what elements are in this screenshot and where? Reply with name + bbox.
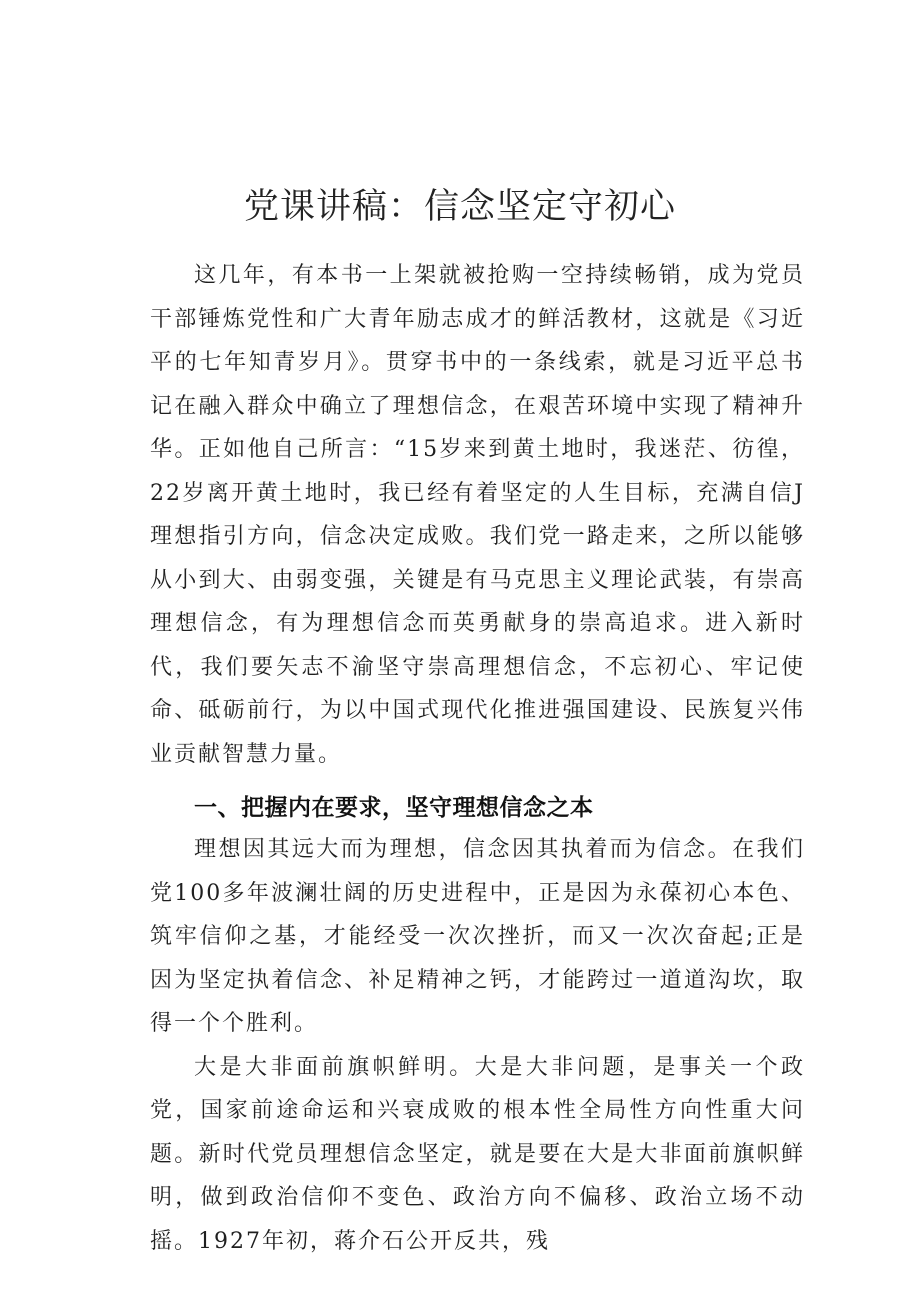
section-heading: 一、把握内在要求，坚守理想信念之本 [194, 795, 594, 821]
spacer [150, 776, 805, 780]
section-paragraph: 理想因其远大而为理想，信念因其执着而为信念。在我们党100多年波澜壮阔的历史进程中，正是因为永葆初心本色、筑牢信仰之基，才能经受一次次挫折，而又一次次奋起;正是因为坚定执着信念、补足精神之钙，才能跨过一道道沟坎，取得一个个胜利。 [150, 837, 805, 1036]
intro-paragraph: 这几年，有本书一上架就被抢购一空持续畅销，成为党员干部锤炼党性和广大青年励志成才的鲜活教材，这就是《习近平的七年知青岁月》。贯穿书中的一条线索，就是习近平总书记在融入群众中确立了理想信念，在艰苦环境中实现了精神升华。正如他自己所言：“15岁来到黄土地时，我迷茫、彷徨，22岁离开黄土地时，我已经有着坚定的人生目标，充满自信J理想指引方向，信念决定成败。我们党一路走来，之所以能够从小到大、由弱变强，关键是有马克思主义理论武装，有崇高理想信念，有为理想信念而英勇献身的崇高追求。进入新时代，我们要矢志不渝坚守崇高理想信念，不忘初心、牢记使命、砥砺前行，为以中国式现代化推进强国建设、民族复兴伟业贡献智慧力量。 [150, 263, 805, 767]
document-title: 党课讲稿：信念坚定守初心 [243, 187, 676, 228]
document-body [150, 254, 805, 1263]
section-paragraph: 大是大非面前旗帜鲜明。大是大非问题，是事关一个政党，国家前途命运和兴衰成败的根本性全局性方向性重大问题。新时代党员理想信念坚定，就是要在大是大非面前旗帜鲜明，做到政治信仰不变色、政治方向不偏移、政治立场不动摇。1927年初，蒋介石公开反共，残 [150, 1054, 805, 1254]
